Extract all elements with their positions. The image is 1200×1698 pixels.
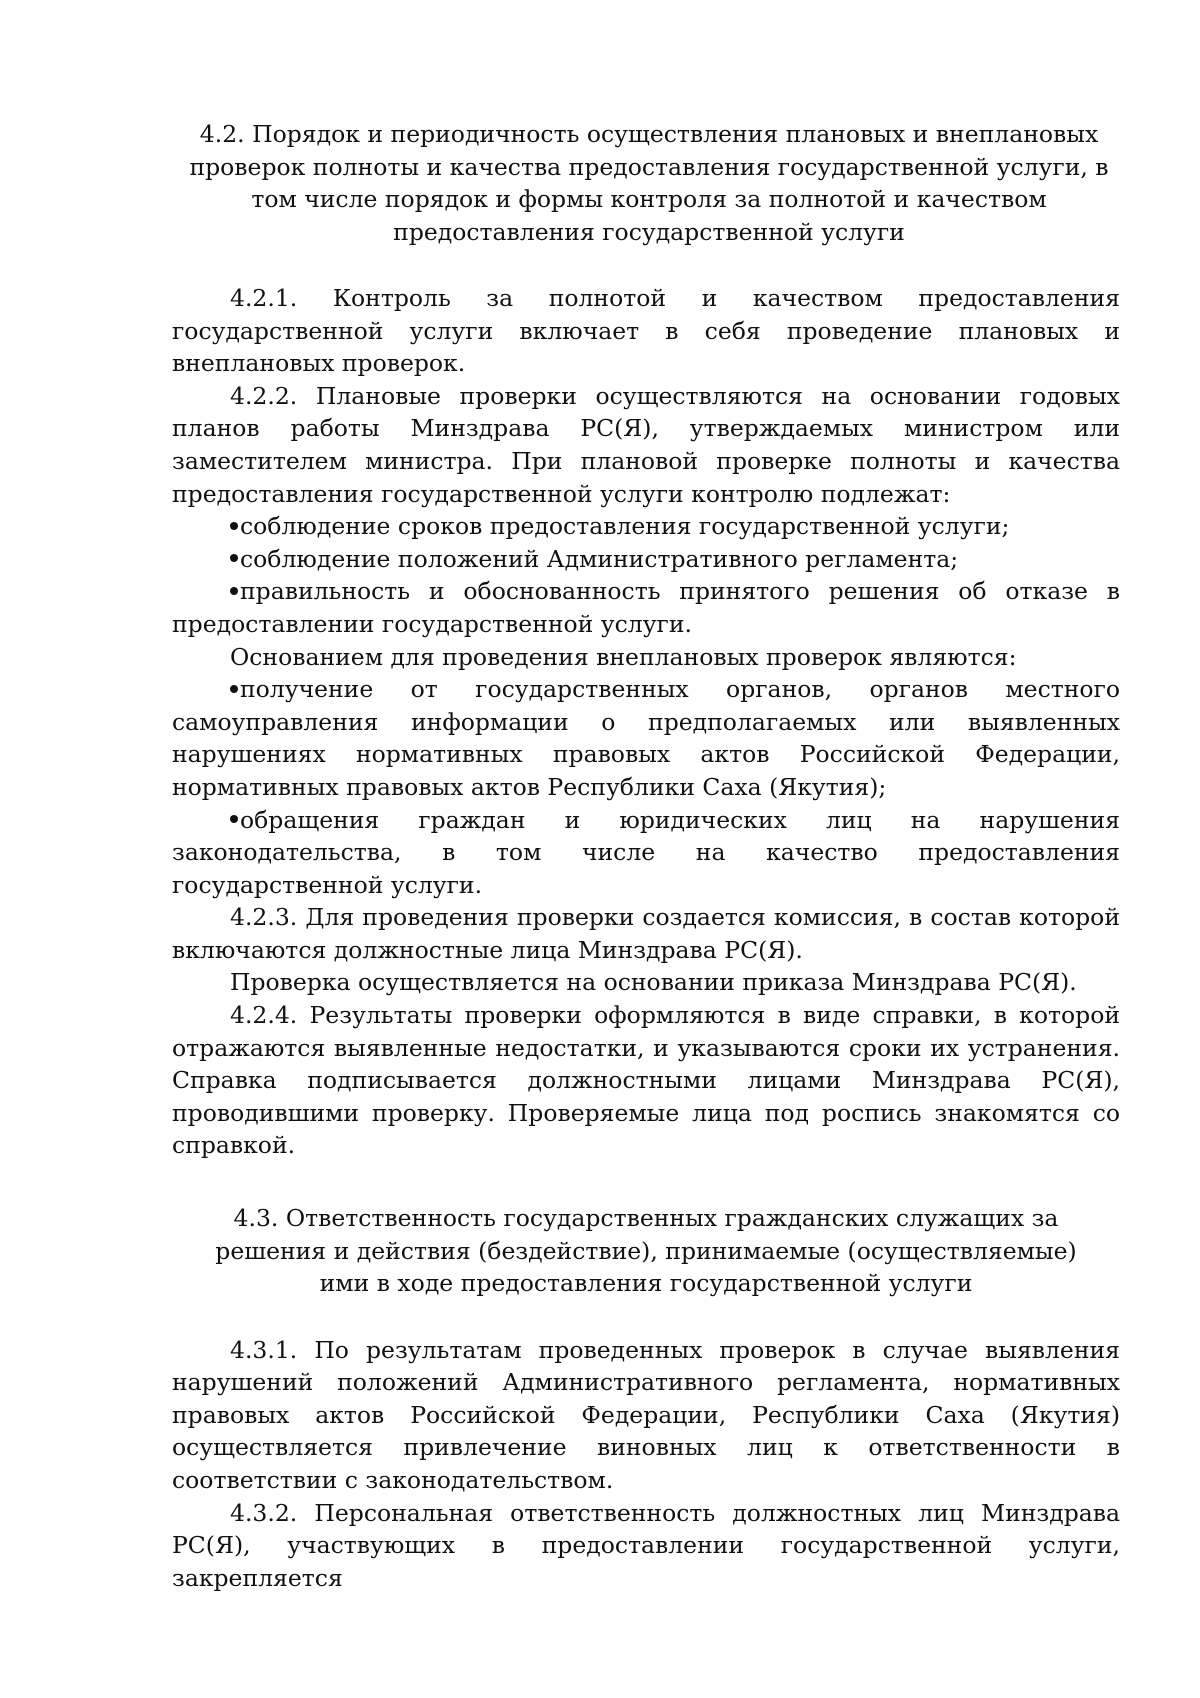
list-item-text: соблюдение положений Административного регламента; [240,544,959,573]
list-item-text: получение от государственных органов, органов местного самоуправления информации о предполагаемых или выявленных нарушениях нормативных правовых актов Российской Федерации, нормативных правовых актов Республики Саха (Якутия); [172,675,1120,801]
list-item-unplanned-1 [172,673,1120,803]
paragraph-4-3-1: 4.3.1. По результатам проведенных проверок в случае выявления нарушений положений Административного регламента, нормативных правовых актов Российской Федерации, Республики Саха (Якутия) осуществляется привлечение виновных лиц к ответственности в соответствии с законодательством. [172,1335,1120,1494]
paragraph-4-2-2: 4.2.2. Плановые проверки осуществляются на основании годовых планов работы Минздрава РС(Я), утверждаемых министром или заместителем министра. При плановой проверке полноты и качества предоставления государственной услуги контролю подлежат: [172,381,1120,508]
paragraph-order: Проверка осуществляется на основании приказа Минздрава РС(Я). [230,968,1077,997]
bullet-icon [230,510,240,543]
bullet-icon [230,804,240,837]
paragraph-unplanned-intro: Основанием для проведения внеплановых проверок являются: [230,642,1017,671]
spacer [172,1300,1120,1334]
section-4-3-heading: 4.3. Ответственность государственных гражданских служащих за решения и действия (бездействие), принимаемые (осуществляемые) ими в ходе предоставления государственной услуги [215,1204,1077,1298]
list-item-unplanned-2 [172,804,1120,902]
bullet-icon [230,543,240,576]
paragraph-4-2-1: 4.2.1. Контроль за полнотой и качеством предоставления государственной услуги включает в себя проведение плановых и внеплановых проверок. [172,284,1120,378]
document-page [172,118,1120,1594]
paragraph-4-3-2: 4.3.2. Персональная ответственность должностных лиц Минздрава РС(Я), участвующих в предоставлении государственной услуги, закрепляется [172,1498,1120,1592]
spacer [172,248,1120,282]
list-item-text: обращения граждан и юридических лиц на нарушения законодательства, в том числе на качество предоставления государственной услуги. [172,805,1120,899]
list-item-text: правильность и обоснованность принятого решения об отказе в предоставлении государственной услуги. [172,577,1120,638]
bullet-icon [230,575,240,608]
bullet-icon [230,673,240,706]
list-item-planned-3 [172,575,1120,640]
paragraph-4-2-4: 4.2.4. Результаты проверки оформляются в виде справки, в которой отражаются выявленные недостатки, и указываются сроки их устранения. Справка подписывается должностными лицами Минздрава РС(Я), проводившими проверку. Проверяемые лица под роспись знакомятся со справкой. [172,1001,1120,1160]
list-item-planned-2 [172,543,1120,576]
list-item-planned-1 [172,510,1120,543]
paragraph-4-2-3: 4.2.3. Для проведения проверки создается комиссия, в состав которой включаются должностные лица Минздрава РС(Я). [172,903,1120,964]
list-item-text: соблюдение сроков предоставления государственной услуги; [240,512,1010,541]
section-4-2-heading: 4.2. Порядок и периодичность осуществления плановых и внеплановых проверок полноты и качества предоставления государственной услуги, в том числе порядок и формы контроля за полнотой и качеством предоставления государственной услуги [189,120,1109,246]
spacer [172,1162,1120,1202]
